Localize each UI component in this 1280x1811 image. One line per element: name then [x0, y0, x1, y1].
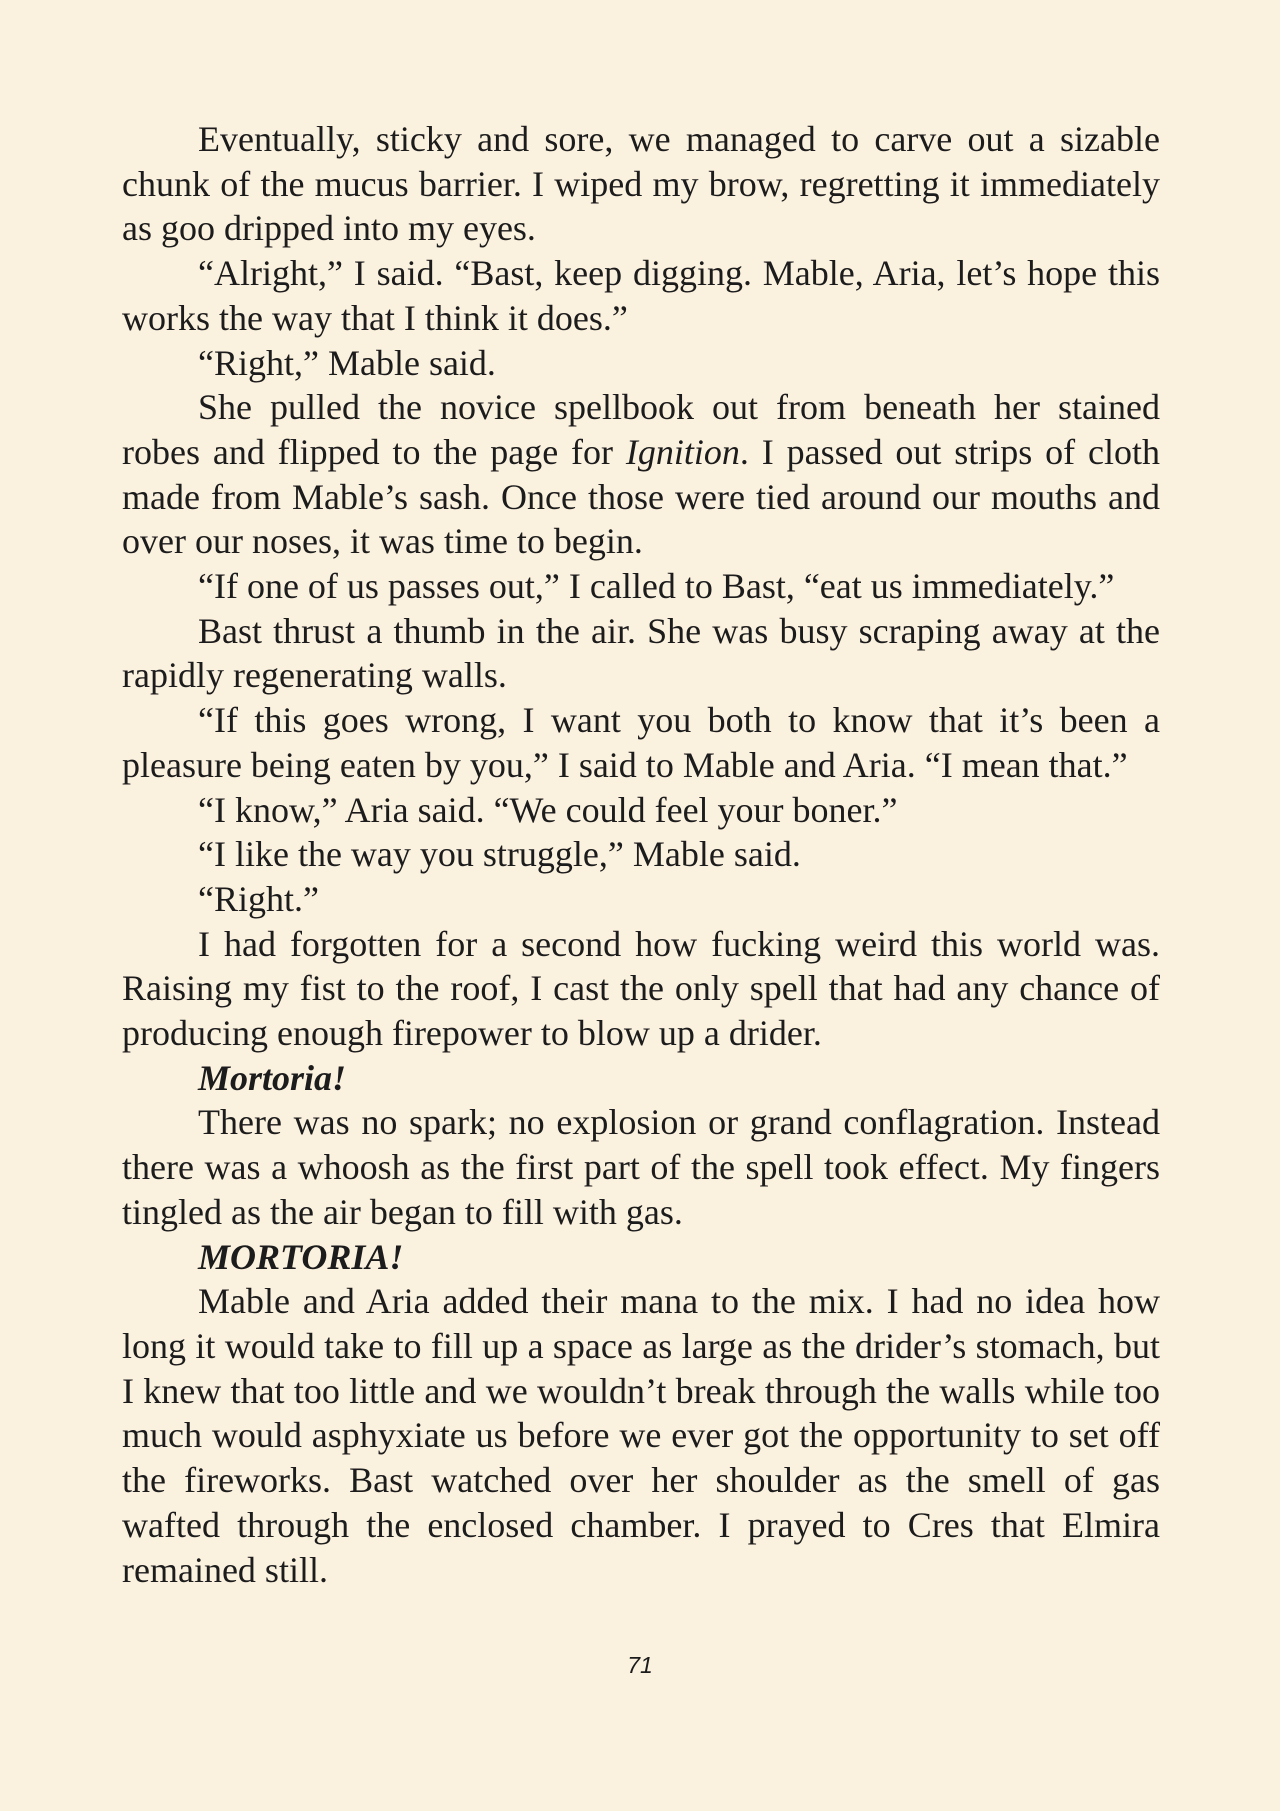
paragraph-4-before: She pulled the novice spellbook out from beneath her stained robes and flipped to the page for — [122, 387, 1160, 472]
paragraph-13: Mable and Aria added their mana to the mix. I had no idea how long it would take to fill up a space as large as the drider’s stomach, but I knew that too little and we wouldn’t break through the walls while too much would asphyxiate us before we ever got the opportunity to set off the fireworks. Bast watched over her shoulder as the smell of gas wafted through the enclosed chamber. I prayed to Cres that Elmira remained still. — [122, 1281, 1160, 1590]
spellbook-page-title: Ignition — [625, 431, 740, 472]
body-text — [122, 117, 1160, 1592]
paragraph-6: Bast thrust a thumb in the air. She was busy scraping away at the rapidly regenerating walls. — [122, 610, 1160, 696]
paragraph-8: “I know,” Aria said. “We could feel your boner.” — [198, 789, 898, 830]
paragraph-12: There was no spark; no explosion or grand conflagration. Instead there was a whoosh as the first part of the spell took effect. My fingers tingled as the air began to fill with gas. — [122, 1102, 1160, 1232]
paragraph-4-after: . I passed out strips of cloth made from Mable’s sash. Once those were tied around our mouths and over our noses, it was time to begin. — [122, 431, 1160, 562]
paragraph-10: “Right.” — [198, 878, 319, 919]
page-number: 71 — [627, 1652, 653, 1678]
paragraph-4 — [122, 385, 1160, 564]
paragraph-5: “If one of us passes out,” I called to Bast, “eat us immediately.” — [198, 566, 1115, 607]
spell-incantation-1: Mortoria! — [198, 1057, 347, 1098]
spell-incantation-2: MORTORIA! — [198, 1236, 404, 1277]
paragraph-9: “I like the way you struggle,” Mable said. — [198, 834, 801, 875]
paragraph-3: “Right,” Mable said. — [198, 342, 496, 383]
paragraph-2: “Alright,” I said. “Bast, keep digging. Mable, Aria, let’s hope this works the way that I think it does.” — [122, 253, 1160, 338]
paragraph-7: “If this goes wrong, I want you both to know that it’s been a pleasure being eaten by you,” I said to Mable and Aria. “I mean that.” — [122, 700, 1160, 785]
paragraph-11: I had forgotten for a second how fucking weird this world was. Raising my fist to the roof, I cast the only spell that had any chance of producing enough firepower to blow up a drider. — [122, 923, 1160, 1054]
paragraph-1: Eventually, sticky and sore, we managed to carve out a sizable chunk of the mucus barrier. I wiped my brow, regretting it immediately as goo dripped into my eyes. — [122, 119, 1160, 249]
